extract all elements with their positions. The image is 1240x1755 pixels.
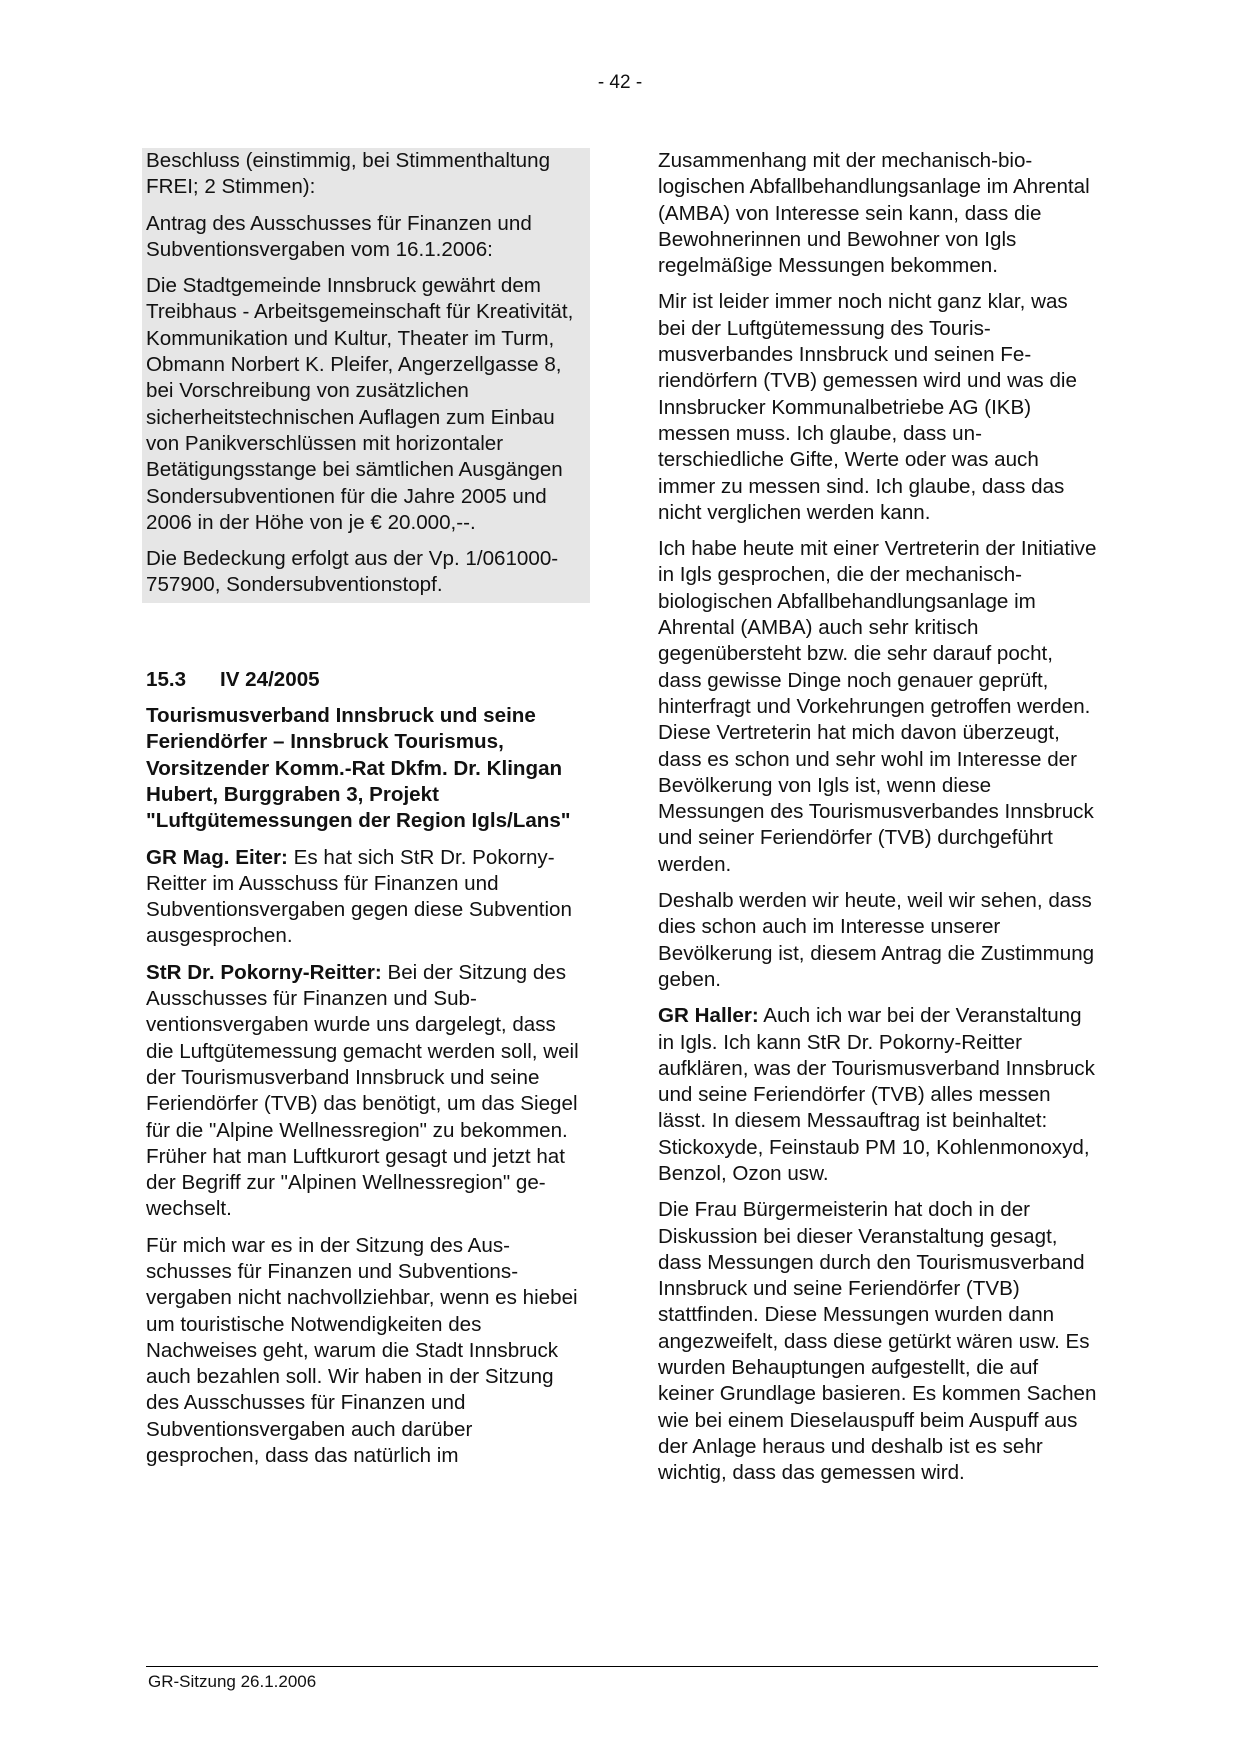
speaker-name: GR Mag. Eiter:	[146, 845, 288, 869]
footer-session-date: GR-Sitzung 26.1.2006	[148, 1672, 317, 1691]
paragraph: Mir ist leider immer noch nicht ganz klar, was bei der Luftgütemessung des Tourismusverbandes Innsbruck und seinen Feriendörfern (TVB) gemessen wird und was die Innsbrucker Kommunalbetriebe AG (IKB) messen muss. Ich glaube, dass unterschiedliche Gifte, Werte oder was auch immer zu messen sind. Ich glaube, dass das nicht verglichen werden kann.	[658, 290, 1077, 524]
speaker-name: StR Dr. Pokorny-Reitter:	[146, 960, 382, 984]
statement-text: Es hat sich StR Dr. Pokorny-Reitter im Ausschuss für Finanzen und Subventionsvergaben gegen diese Subvention ausgesprochen.	[146, 845, 572, 948]
decision-motion: Antrag des Ausschusses für Finanzen und Subventionsvergaben vom 16.1.2006:	[146, 211, 532, 261]
statement-text: Bei der Sitzung des Ausschusses für Finanzen und Subventionsvergaben wurde uns dargelegt, dass die Luftgütemessung gemacht werden soll, weil der Tourismusverband Innsbruck und seine Feriendörfer (TVB) das benötigt, um das Siegel für die "Alpine Wellnessregion" zu bekommen. Früher hat man Luftkurort gesagt und jetzt hat der Begriff zur "Alpinen Wellnessregion" gewechselt.	[146, 960, 579, 1221]
agenda-item	[146, 667, 586, 835]
footer-divider	[146, 1666, 1098, 1667]
agenda-code: IV 24/2005	[220, 667, 320, 691]
agenda-title: Tourismusverband Innsbruck und seine Feriendörfer – Innsbruck Tourismus, Vorsitzender Komm.-Rat Dkfm. Dr. Klingan Hubert, Burggraben 3, Projekt "Luftgütemessungen der Region Igls/Lans"	[146, 704, 571, 833]
statement-pokorny-reitter	[146, 960, 586, 1223]
decision-box	[142, 148, 590, 603]
statement-haller	[658, 1003, 1098, 1187]
speaker-name: GR Haller:	[658, 1004, 759, 1028]
right-column	[658, 148, 1098, 1497]
agenda-number: 15.3	[146, 667, 187, 691]
agenda-heading	[146, 667, 586, 693]
page-number: - 42 -	[597, 72, 643, 93]
decision-funding: Die Bedeckung erfolgt aus der Vp. 1/061000-757900, Sondersubventionstopf.	[146, 547, 559, 597]
paragraph: Zusammenhang mit der mechanisch-biologischen Abfallbehandlungsanlage im Ahrental (AMBA) von Interesse sein kann, dass die Bewohnerinnen und Bewohner von Igls regelmäßige Messungen bekommen.	[658, 149, 1090, 278]
decision-heading: Beschluss (einstimmig, bei Stimmenthaltung FREI; 2 Stimmen):	[146, 149, 551, 199]
statement-text: Auch ich war bei der Veranstaltung in Igls. Ich kann StR Dr. Pokorny-Reitter aufklären, was der Tourismusverband Innsbruck und seine Feriendörfer (TVB) alles messen lässt. In diesem Messauftrag ist beinhaltet: Stickoxyde, Feinstaub PM 10, Kohlenmonoxyd, Benzol, Ozon usw.	[658, 1004, 1095, 1185]
left-column	[146, 148, 586, 1479]
closing-paragraph: Die Frau Bürgermeisterin hat doch in der Diskussion bei dieser Veranstaltung gesagt, dass Messungen durch den Tourismusverband Innsbruck und seine Feriendörfer (TVB) stattfinden. Diese Messungen wurden dann angezweifelt, dass diese getürkt wären usw. Es wurden Behauptungen aufgestellt, die auf keiner Grundlage basieren. Es kommen Sachen wie bei einem Dieselauspuff beim Auspuff aus der Anlage heraus und deshalb ist es sehr wichtig, dass das gemessen wird.	[658, 1198, 1097, 1485]
paragraph: Deshalb werden wir heute, weil wir sehen, dass dies schon auch im Interesse unserer Bevölkerung ist, diesem Antrag die Zustimmung geben.	[658, 889, 1095, 991]
continuation-paragraph: Für mich war es in der Sitzung des Ausschusses für Finanzen und Subventionsvergaben nicht nachvollziehbar, wenn es hiebei um touristische Notwendigkeiten des Nachweises geht, warum die Stadt Innsbruck auch bezahlen soll. Wir haben in der Sitzung des Ausschusses für Finanzen und Subventionsvergaben auch darüber gesprochen, dass das natürlich im	[146, 1233, 578, 1468]
statement-eiter	[146, 845, 586, 950]
paragraph: Ich habe heute mit einer Vertreterin der Initiative in Igls gesprochen, die der mechanisch-biologischen Abfallbehandlungsanlage im Ahrental (AMBA) auch sehr kritisch gegenübersteht bzw. die sehr darauf pocht, dass gewisse Dinge noch genauer geprüft, hinterfragt und Vorkehrungen getroffen werden. Diese Vertreterin hat mich davon überzeugt, dass es schon und sehr wohl im Interesse der Bevölkerung von Igls ist, wenn diese Messungen des Tourismusverbandes Innsbruck und seiner Feriendörfer (TVB) durchgeführt werden.	[658, 537, 1097, 876]
decision-body: Die Stadtgemeinde Innsbruck gewährt dem Treibhaus - Arbeitsgemeinschaft für Kreativität, Kommunikation und Kultur, Theater im Turm, Obmann Norbert K. Pleifer, Angerzellgasse 8, bei Vorschreibung von zusätzlichen sicherheitstechnischen Auflagen zum Einbau von Panikverschlüssen mit horizontaler Betätigungsstange bei sämtlichen Ausgängen Sondersubventionen für die Jahre 2005 und 2006 in der Höhe von je € 20.000,--.	[146, 274, 574, 534]
